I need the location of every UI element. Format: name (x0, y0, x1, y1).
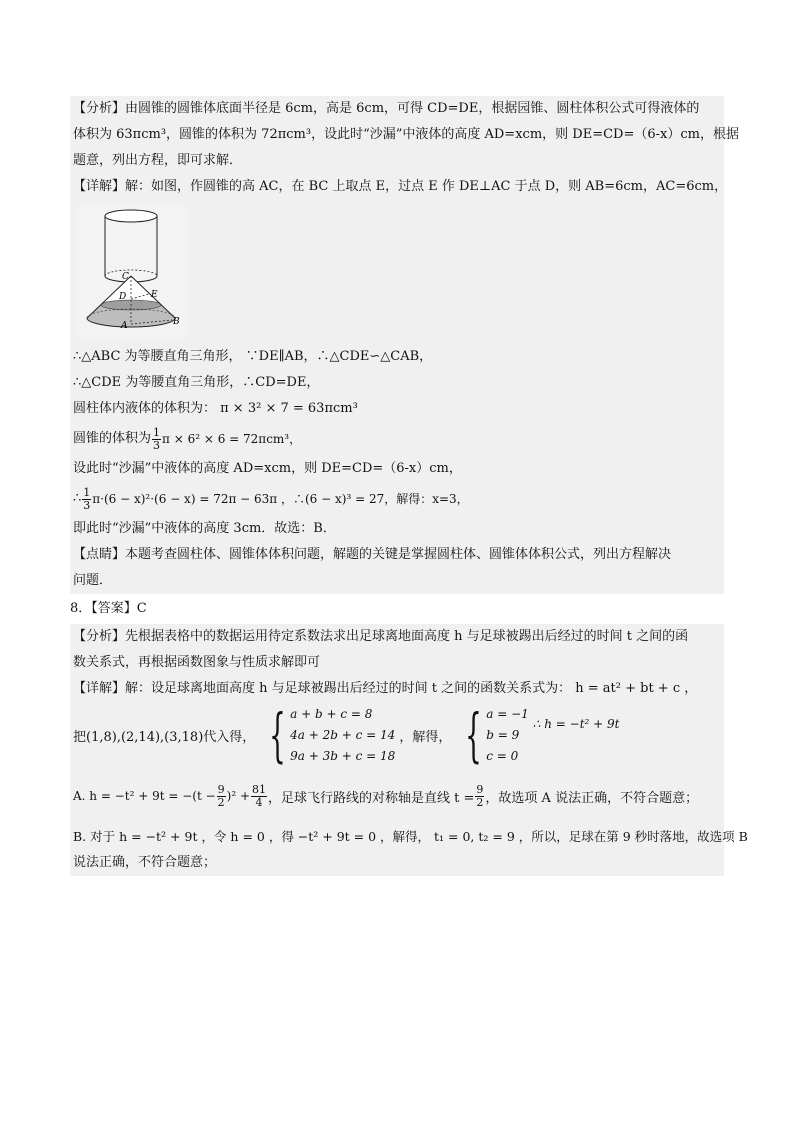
eq-fraction-num: 1 (83, 485, 91, 499)
eq-pre-text: ∴ (73, 491, 82, 506)
cone-post-text: π × 6² × 6 = 72πcm³， (162, 432, 302, 446)
q8-analysis-line-1: 【分析】先根据表格中的数据运用待定系数法求出足球离地面高度 h 与足球被踢出后经过的时间 t 之间的函 (73, 629, 689, 644)
q7-cone-volume (73, 422, 721, 456)
label-c: C (122, 272, 129, 282)
opt-a-frac-2-num: 81 (252, 782, 267, 796)
eq-post-text: π·(6 − x)²·(6 − x) = 72π − 63π ，∴(6 − x)³ = 27，解得：x=3， (92, 492, 469, 506)
cone-pre-text: 圆锥的体积为 (73, 431, 152, 446)
q7-step-2: ∴△CDE 为等腰直角三角形，∴CD=DE， (73, 375, 320, 390)
q7-conclusion: 即此时“沙漏”中液体的高度 3cm．故选：B． (73, 521, 336, 536)
opt-a-mid: )² + (226, 789, 251, 803)
q8-substitution (73, 702, 721, 768)
q7-analysis-line-1: 【分析】由圆锥的圆锥体底面半径是 6cm，高是 6cm，可得 CD=DE，根据园锥、圆柱体积公式可得液体的 (73, 101, 700, 116)
q7-comment-line-2: 问题． (73, 573, 113, 588)
q7-analysis-section (70, 96, 739, 594)
equation-system-1: { a + b + c = 8 4a + 2b + c = 14 9a + 3b + c = 18 (269, 701, 396, 769)
opt-a-frac-1 (217, 784, 226, 809)
opt-a-frac-1-num: 9 (217, 782, 225, 796)
opt-a-frac-1-den: 2 (217, 795, 225, 809)
q7-step-3: 圆柱体内液体的体积为： π × 3² × 7 = 63πcm³ (73, 401, 358, 416)
label-e: E (151, 290, 158, 300)
hourglass-figure (75, 206, 187, 338)
q8-answer: 8．【答案】C (70, 601, 147, 616)
sys2-eq-3: c = 0 (486, 748, 519, 763)
label-a: A (121, 321, 128, 331)
document-body (70, 96, 748, 876)
q8-option-b-line-1: B. 对于 h = −t² + 9t ，令 h = 0 ，得 −t² + 9t = 0 ，解得， t₁ = 0, t₂ = 9 ，所以，足球在第 9 秒时落地，故选项 B (73, 829, 748, 844)
sys2-eq-1: a = −1 (486, 706, 529, 721)
label-d: D (119, 292, 127, 302)
opt-a-frac-3-den: 2 (476, 795, 484, 809)
q7-comment-line-1: 【点睛】本题考查圆柱体、圆锥体体积问题，解题的关键是掌握圆柱体、圆锥体体积公式，列出方程解决 (73, 547, 672, 562)
cone-fraction (152, 427, 161, 452)
cone-fraction-num: 1 (153, 425, 161, 439)
q8-option-b-line-2: 说法正确，不符合题意； (73, 855, 217, 870)
q7-step-1: ∴△ABC 为等腰直角三角形， ∵DE∥AB，∴△CDE∽△CAB， (73, 349, 433, 364)
sub-pre-text: 把(1,8),(2,14),(3,18)代入得， (73, 729, 256, 745)
q7-set-height: 设此时“沙漏”中液体的高度 AD=xcm，则 DE=CD=（6-x）cm， (73, 461, 462, 476)
opt-a-frac-3 (475, 784, 484, 809)
opt-a-frac-2 (251, 784, 267, 809)
hourglass-diagram (75, 206, 187, 338)
label-b: B (173, 317, 180, 327)
q7-detail-line: 【详解】解：如图，作圆锥的高 AC，在 BC 上取点 E，过点 E 作 DE⊥AC 于点 D，则 AB=6cm，AC=6cm， (73, 179, 728, 194)
eq-fraction (82, 487, 91, 512)
q8-detail-line: 【详解】解：设足球离地面高度 h 与足球被踢出后经过的时间 t 之间的函数关系式为： h = at² + bt + c ， (73, 681, 698, 696)
q8-option-a (73, 774, 721, 818)
eq-fraction-den: 3 (83, 498, 91, 512)
opt-a-pre: A. h = −t² + 9t = −(t − (73, 789, 216, 803)
opt-a-post: ，故选项 A 说法正确，不符合题意； (485, 790, 699, 806)
q8-analysis-section (70, 624, 748, 876)
q7-equation (73, 482, 721, 516)
q7-analysis-line-3: 题意，列出方程，即可求解． (73, 153, 243, 168)
sys1-eq-3: 9a + 3b + c = 18 (290, 748, 396, 763)
sys2-eq-2: b = 9 (486, 727, 520, 742)
sys1-eq-2: 4a + 2b + c = 14 (290, 727, 396, 742)
equation-system-2: { a = −1 b = 9 c = 0 (465, 701, 529, 769)
opt-a-frac-2-den: 4 (255, 795, 263, 809)
opt-a-mid2: ，足球飞行路线的对称轴是直线 t = (268, 790, 475, 806)
result-text: ∴ h = −t² + 9t (532, 717, 620, 731)
q7-analysis-line-2: 体积为 63πcm³，圆锥的体积为 72πcm³，设此时“沙漏”中液体的高度 AD=xcm，则 DE=CD=（6-x）cm，根据 (73, 127, 739, 142)
solve-label: ，解得， (399, 729, 452, 745)
opt-a-frac-3-num: 9 (476, 782, 484, 796)
sys1-eq-1: a + b + c = 8 (290, 706, 373, 721)
q8-analysis-line-2: 数关系式，再根据函数图象与性质求解即可 (73, 655, 321, 670)
cone-fraction-den: 3 (153, 438, 161, 452)
